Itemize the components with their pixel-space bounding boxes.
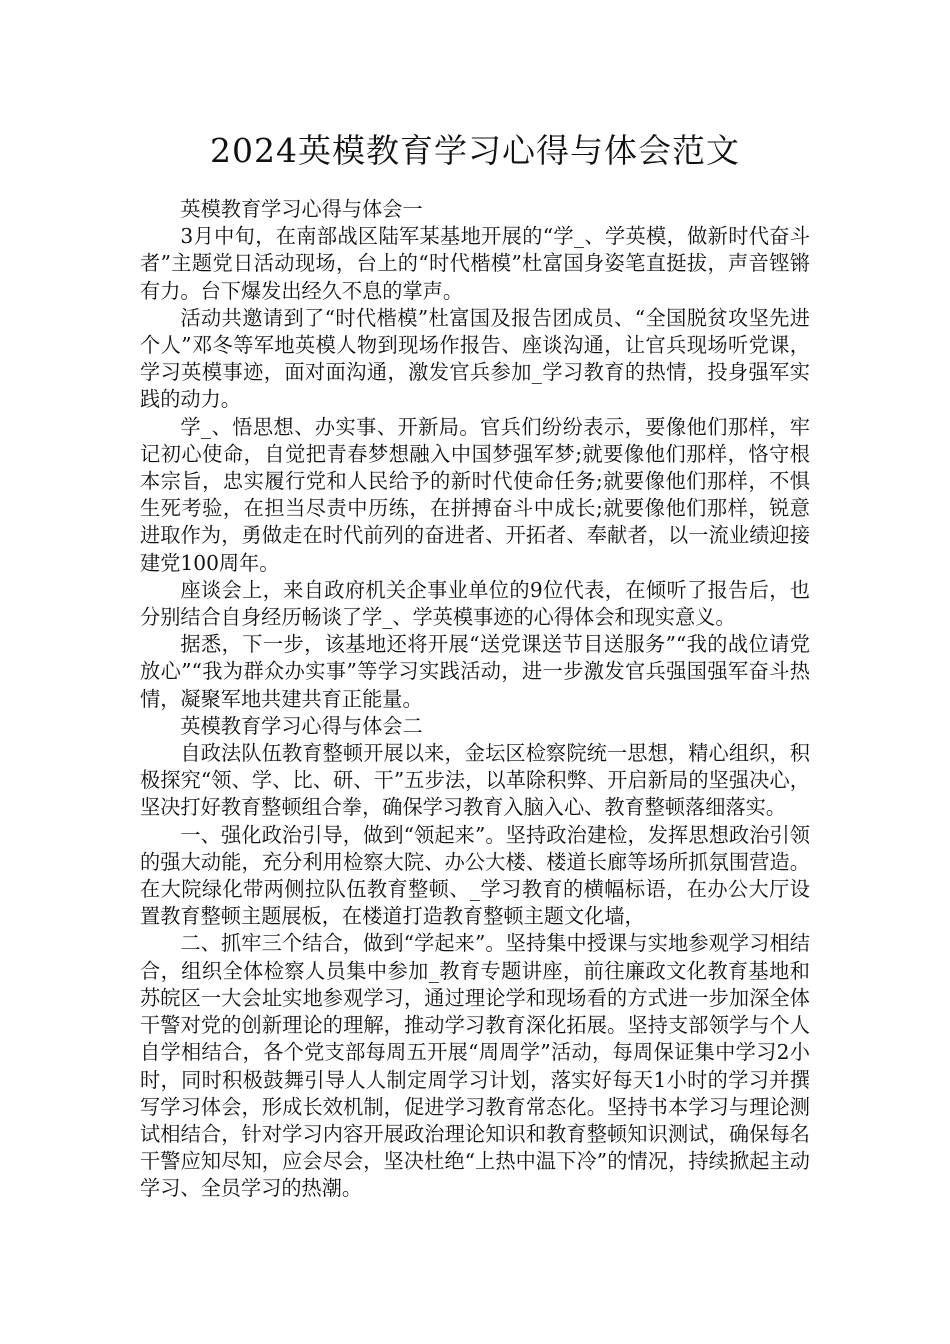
body-paragraph: 一、强化政治引导，做到“领起来”。坚持政治建检，发挥思想政治引领的强大动能，充分利用检察大院、办公大楼、楼道长廊等场所抓氛围营造。在大院绿化带两侧拉队伍教育整顿、_学习教育的横幅标语，在办公大厅设置教育整顿主题展板，在楼道打造教育整顿主题文化墙， (140, 822, 810, 929)
body-paragraph: 据悉，下一步，该基地还将开展“送党课送节目送服务”“我的战位请党放心”“我为群众办实事”等学习实践活动，进一步激发官兵强国强军奋斗热情，凝聚军地共建共育正能量。 (140, 632, 810, 711)
document-title: 2024英模教育学习心得与体会范文 (210, 131, 740, 170)
body-paragraph: 自政法队伍教育整顿开展以来，金坛区检察院统一思想，精心组织，积极探究“领、学、比、研、干”五步法，以革除积弊、开启新局的坚强决心，坚决打好教育整顿组合拳，确保学习教育入脑入心、教育整顿落细落实。 (140, 741, 810, 820)
body-paragraph: 座谈会上，来自政府机关企事业单位的9位代表，在倾听了报告后，也分别结合自身经历畅谈了学_、学英模事迹的心得体会和现实意义。 (140, 577, 810, 630)
body-paragraph: 学_、悟思想、办实事、开新局。官兵们纷纷表示，要像他们那样，牢记初心使命，自觉把青春梦想融入中国梦强军梦;就要像他们那样，恪守根本宗旨，忠实履行党和人民给予的新时代使命任务;就要像他们那样，不惧生死考验，在担当尽责中历练，在拼搏奋斗中成长;就要像他们那样，锐意进取作为，勇做走在时代前列的奋进者、开拓者、奉献者，以一流业绩迎接建党100周年。 (140, 414, 810, 575)
section-heading: 英模教育学习心得与体会一 (180, 197, 423, 221)
body-paragraph: 二、抓牢三个结合，做到“学起来”。坚持集中授课与实地参观学习相结合，组织全体检察人员集中参加_教育专题讲座，前往廉政文化教育基地和苏皖区一大会址实地参观学习，通过理论学和现场看的方式进一步加深全体干警对党的创新理论的理解，推动学习教育深化拓展。坚持支部领学与个人自学相结合，各个党支部每周五开展“周周学”活动，每周保证集中学习2小时，同时积极鼓舞引导人人制定周学习计划，落实好每天1小时的学习并撰写学习体会，形成长效机制，促进学习教育常态化。坚持书本学习与理论测试相结合，针对学习内容开展政治理论知识和教育整顿知识测试，确保每名干警应知尽知，应会尽会，坚决杜绝“上热中温下冷”的情况，持续掀起主动学习、全员学习的热潮。 (140, 931, 810, 1201)
body-paragraph: 活动共邀请到了“时代楷模”杜富国及报告团成员、“全国脱贫攻坚先进个人”邓冬等军地英模人物到现场作报告、座谈沟通，让官兵现场听党课，学习英模事迹，面对面沟通，激发官兵参加_学习教育的热情，投身强军实践的动力。 (140, 305, 810, 412)
section-heading: 英模教育学习心得与体会二 (180, 713, 423, 738)
body-paragraph: 3月中旬，在南部战区陆军某基地开展的“学_、学英模，做新时代奋斗者”主题党日活动现场，台上的“时代楷模”杜富国身姿笔直挺拔，声音铿锵有力。台下爆发出经久不息的掌声。 (140, 224, 810, 303)
document-body (140, 196, 810, 1203)
